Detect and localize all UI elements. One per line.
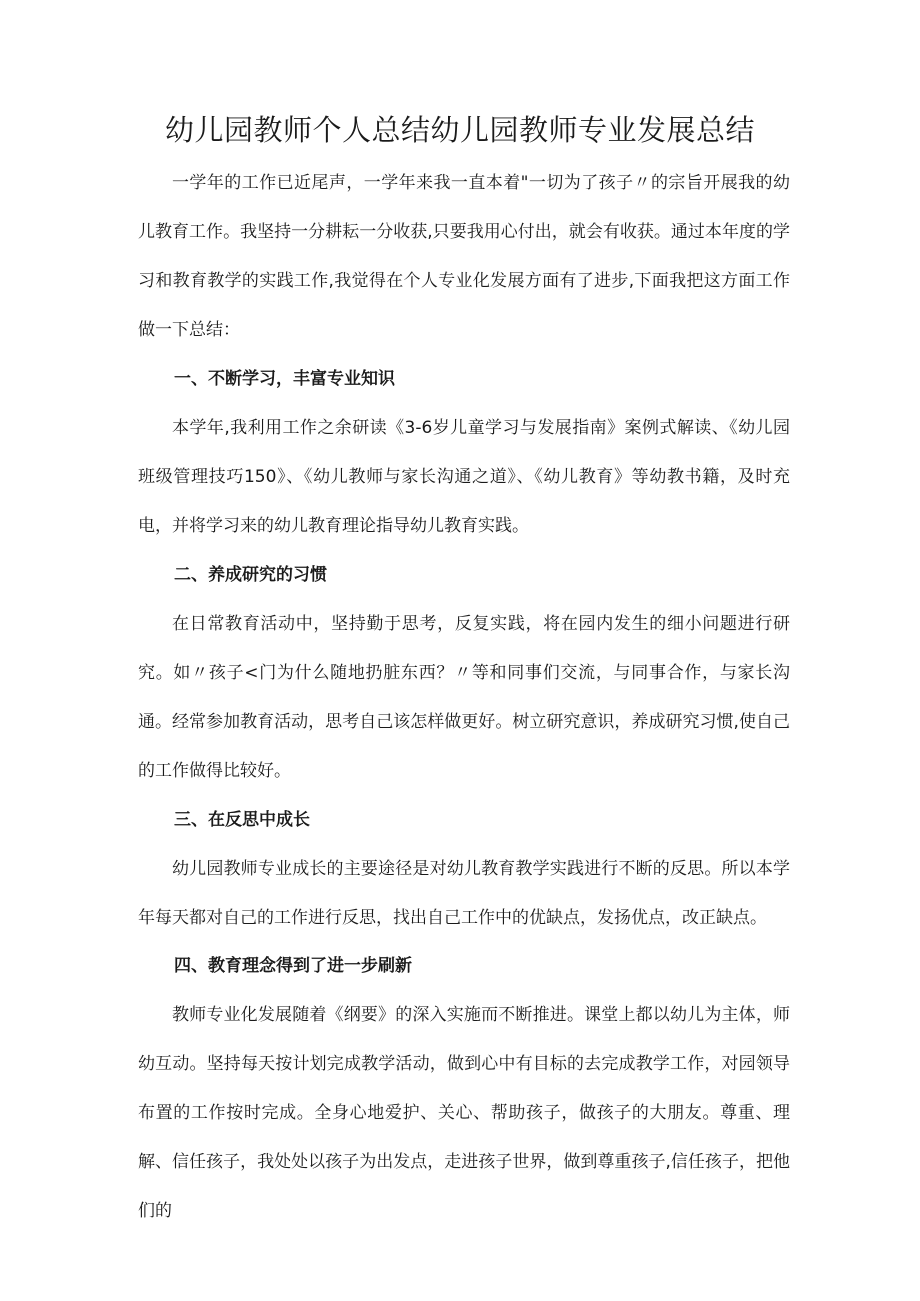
section-heading-3: 三、在反思中成长 (174, 810, 310, 830)
section-body-2: 在日常教育活动中，坚持勤于思考，反复实践，将在园内发生的细小问题进行研究。如〃孩子<门为什么随地扔脏东西？〃等和同事们交流，与同事合作，与家长沟通。经常参加教育活动，思考自己该怎样做更好。树立研究意识，养成研究习惯,使自己的工作做得比较好。 (138, 614, 790, 781)
section-heading-1: 一、不断学习，丰富专业知识 (174, 369, 395, 389)
section-body-4: 教师专业化发展随着《纲要》的深入实施而不断推进。课堂上都以幼儿为主体，师幼互动。坚持每天按计划完成教学活动，做到心中有目标的去完成教学工作，对园领导布置的工作按时完成。全身心地爱护、关心、帮助孩子，做孩子的大朋友。尊重、理解、信任孩子，我处处以孩子为出发点，走进孩子世界，做到尊重孩子,信任孩子，把他们的 (138, 1005, 790, 1221)
section-body-1: 本学年,我利用工作之余研读《3-6岁儿童学习与发展指南》案例式解读、《幼儿园班级管理技巧150》、《幼儿教师与家长沟通之道》、《幼儿教育》等幼教书籍，及时充电，并将学习来的幼儿教育理论指导幼儿教育实践。 (138, 418, 790, 536)
intro-paragraph: 一学年的工作已近尾声，一学年来我一直本着"一切为了孩子〃的宗旨开展我的幼儿教育工作。我坚持一分耕耘一分收获,只要我用心付出，就会有收获。通过本年度的学习和教育教学的实践工作,我觉得在个人专业化发展方面有了进步,下面我把这方面工作做一下总结： (138, 173, 790, 340)
section-heading-4: 四、教育理念得到了进一步刷新 (174, 956, 412, 976)
document-title: 幼儿园教师个人总结幼儿园教师专业发展总结 (164, 113, 755, 147)
section-body-3: 幼儿园教师专业成长的主要途径是对幼儿教育教学实践进行不断的反思。所以本学年每天都对自己的工作进行反思，找出自己工作中的优缺点，发扬优点，改正缺点。 (138, 859, 790, 928)
section-heading-2: 二、养成研究的习惯 (174, 565, 327, 585)
